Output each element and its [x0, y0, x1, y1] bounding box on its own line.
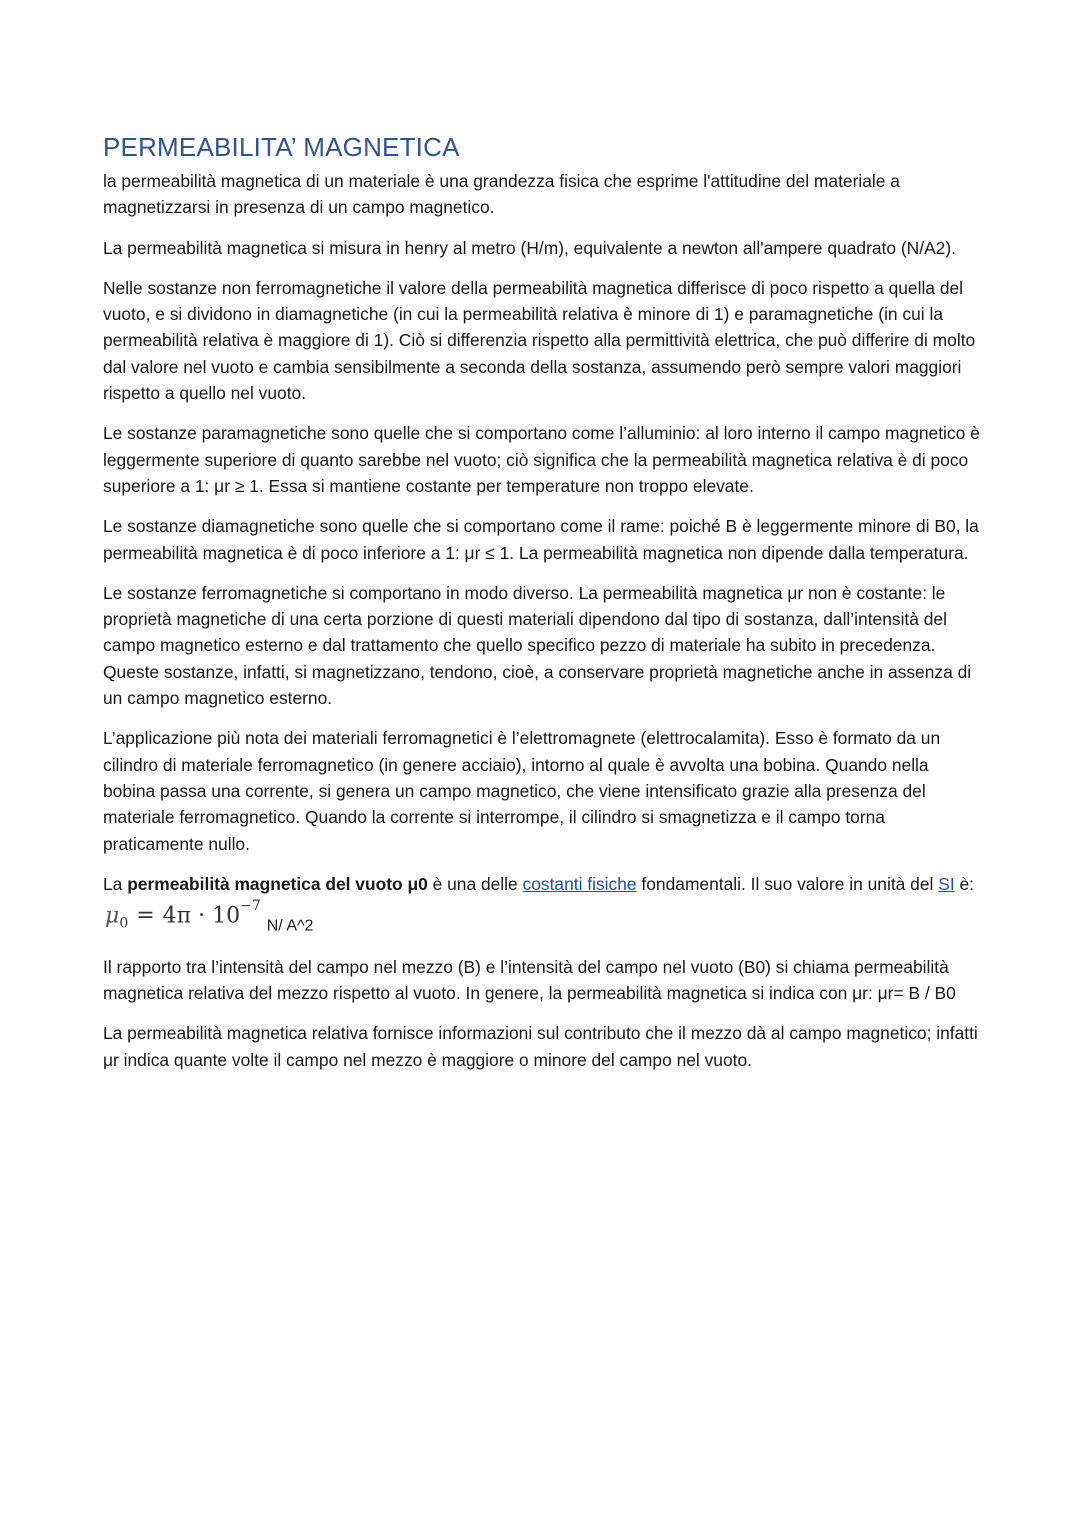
paragraph-unit: La permeabilità magnetica si misura in henry al metro (H/m), equivalente a newton all'ampere quadrato (N/A2). [103, 237, 956, 258]
vacuum-prefix: La [103, 873, 128, 894]
formula-symbol: μ [105, 903, 120, 929]
vacuum-bold-term: permeabilità magnetica del vuoto μ0 [127, 873, 428, 894]
paragraph-relative-permeability: Il rapporto tra l’intensità del campo nel mezzo (B) e l’intensità del campo nel vuoto (B0) si chiama permeabilità magnetica relativa del mezzo rispetto al vuoto. In genere, la permeabilità magnetica si indica con μr: μr= B / B0 [103, 956, 956, 1004]
vacuum-after-link: fondamentali. Il suo valore in unità del [636, 873, 939, 894]
paragraph-paramagnetic: Le sostanze paramagnetiche sono quelle che si comportano come l’alluminio: al loro interno il campo magnetico è leggermente superiore di quanto sarebbe nel vuoto; ciò significa che la permeabilità magnetica relativa è di poco superiore a 1: μr ≥ 1. Essa si mantiene costante per temperature non troppo elevate. [103, 423, 980, 496]
vacuum-permeability-formula [105, 897, 261, 937]
vacuum-middle: è una delle [427, 873, 523, 894]
formula-subscript: 0 [119, 915, 129, 932]
vacuum-before-formula: è: [954, 873, 974, 894]
link-si[interactable]: SI [938, 873, 955, 894]
paragraph-vacuum-permeability [103, 871, 983, 940]
document-page [103, 130, 983, 1087]
paragraph-relative-info: La permeabilità magnetica relativa fornisce informazioni sul contributo che il mezzo dà al campo magnetico; infatti μr indica quante volte il campo nel mezzo è maggiore o minore del campo nel vuoto. [103, 1023, 978, 1070]
paragraph-electromagnet: L’applicazione più nota dei materiali ferromagnetici è l’elettromagnete (elettrocalamita). Esso è formato da un cilindro di materiale ferromagnetico (in genere acciaio), intorno al quale è avvolta una bobina. Quando nella bobina passa una corrente, si genera un campo magnetico, che viene intensificato grazie alla presenza del materiale ferromagnetico. Quando la corrente si interrompe, il cilindro si smagnetizza e il campo torna praticamente nullo. [103, 728, 941, 854]
link-costanti-fisiche[interactable]: costanti fisiche [522, 873, 637, 894]
paragraph-non-ferromagnetic: Nelle sostanze non ferromagnetiche il valore della permeabilità magnetica differisce di poco rispetto a quella del vuoto, e si dividono in diamagnetiche (in cui la permeabilità relativa è minore di 1) e paramagnetiche (in cui la permeabilità relativa è maggiore di 1). Ciò si differenzia rispetto alla permittività elettrica, che può differire di molto dal valore nel vuoto e cambia sensibilmente a seconda della sostanza, assumendo però sempre valori maggiori rispetto a quello nel vuoto. [103, 277, 976, 404]
paragraph-diamagnetic: Le sostanze diamagnetiche sono quelle che si comportano come il rame: poiché B è leggermente minore di B0, la permeabilità magnetica è di poco inferiore a 1: μr ≤ 1. La permeabilità magnetica non dipende dalla temperatura. [103, 516, 979, 563]
paragraph-ferromagnetic: Le sostanze ferromagnetiche si comportano in modo diverso. La permeabilità magnetica μr non è costante: le proprietà magnetiche di una certa porzione di questi materiali dipendono dal tipo di sostanza, dall’intensità del campo magnetico esterno e dal trattamento che quello specifico pezzo di materiale ha subito in precedenza. Queste sostanze, infatti, si magnetizzano, tendono, cioè, a conservare proprietà magnetiche anche in assenza di un campo magnetico esterno. [103, 582, 972, 709]
formula-value: 4π · 10 [162, 903, 241, 929]
formula-exponent: −7 [240, 898, 261, 915]
formula-equals: = [136, 903, 155, 929]
formula-unit: N/ A^2 [266, 917, 314, 935]
paragraph-definition: la permeabilità magnetica di un materiale è una grandezza fisica che esprime l'attitudine del materiale a magnetizzarsi in presenza di un campo magnetico. [103, 171, 900, 218]
page-title: PERMEABILITA’ MAGNETICA [103, 132, 460, 162]
